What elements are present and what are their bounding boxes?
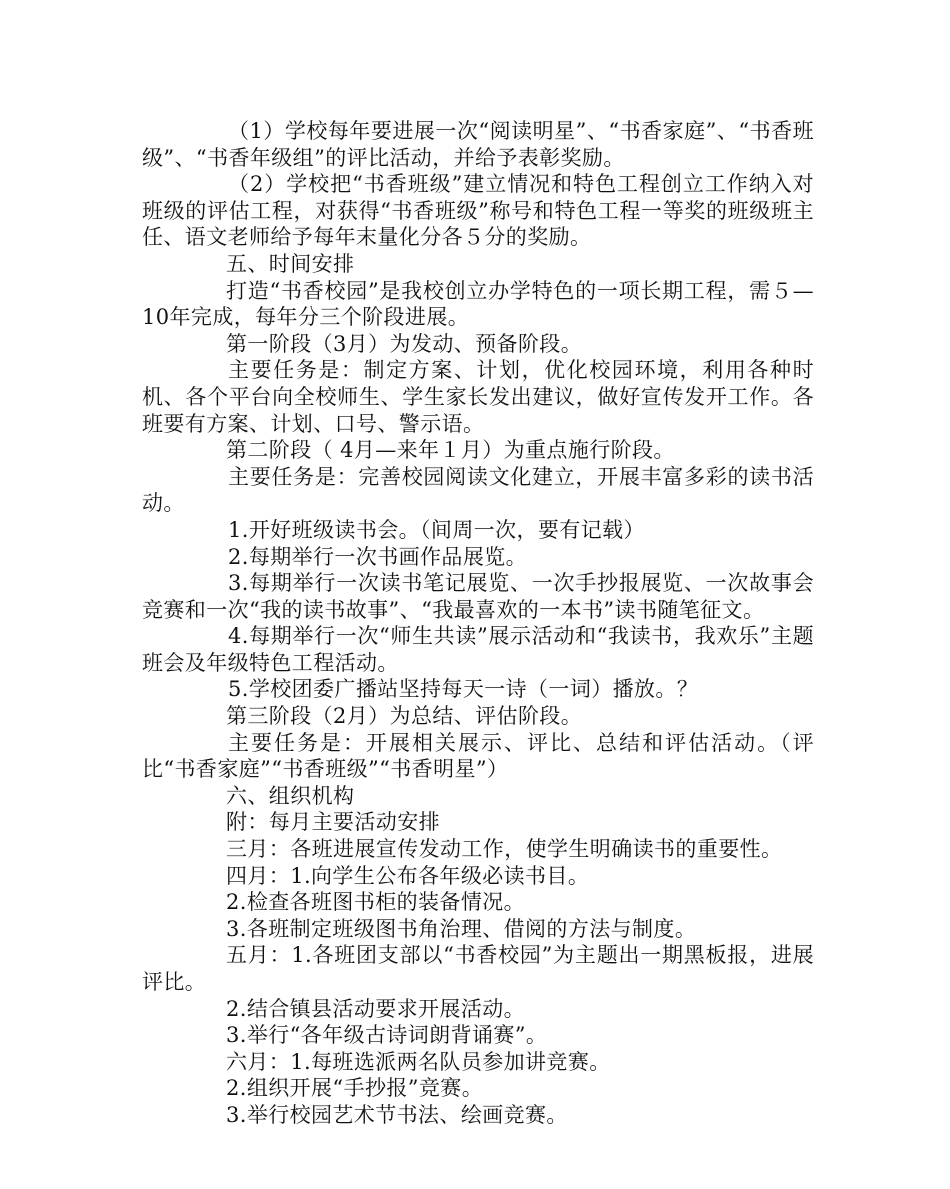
- paragraph-stage-2-tasks: 主要任务是：完善校园阅读文化建立，开展丰富多彩的读书活动。: [142, 464, 814, 516]
- paragraph-june-2: 2.组织开展“手抄报”竞赛。: [226, 1076, 484, 1101]
- list-item-5: 5.学校团委广播站坚持每天一诗（一词）播放。？: [228, 677, 699, 702]
- list-item-1: 1.开好班级读书会。（间周一次，要有记载）: [228, 517, 645, 542]
- paragraph-may-3: 3.举行“各年级古诗词朗背诵赛”。: [226, 1023, 548, 1048]
- paragraph-evaluation-2: （2）学校把“书香班级”建立情况和特色工程创立工作纳入对班级的评估工程，对获得“书香班级”称号和特色工程一等奖的班级班主任、语文老师给予每年末量化分各５分的奖励。: [142, 172, 814, 250]
- paragraph-april-2: 2.检查各班图书柜的装备情况。: [226, 890, 526, 915]
- paragraph-june-3: 3.举行校园艺术节书法、绘画竞赛。: [226, 1102, 568, 1127]
- section-heading-organization: 六、组织机构: [226, 783, 355, 808]
- paragraph-stage-1: 第一阶段（3月）为发动、预备阶段。: [226, 331, 583, 356]
- paragraph-stage-3: 第三阶段（2月）为总结、评估阶段。: [226, 704, 583, 729]
- paragraph-appendix-title: 附：每月主要活动安排: [226, 810, 440, 835]
- paragraph-april-3: 3.各班制定班级图书角治理、借阅的方法与制度。: [226, 916, 697, 941]
- paragraph-march: 三月：各班进展宣传发动工作，使学生明确读书的重要性。: [226, 837, 783, 862]
- paragraph-april-1: 四月：1.向学生公布各年级必读书目。: [226, 863, 590, 888]
- paragraph-stage-1-tasks: 主要任务是：制定方案、计划，优化校园环境，利用各种时机、各个平台向全校师生、学生家长发出建议，做好宣传发开工作。各班要有方案、计划、口号、警示语。: [142, 358, 814, 436]
- paragraph-schedule-intro: 打造“书香校园”是我校创立办学特色的一项长期工程，需５—10年完成，每年分三个阶段进展。: [142, 278, 814, 330]
- paragraph-stage-3-tasks: 主要任务是：开展相关展示、评比、总结和评估活动。（评比“书香家庭”“书香班级”“书香明星”）: [142, 730, 814, 782]
- paragraph-evaluation-1: （1）学校每年要进展一次“阅读明星”、“书香家庭”、“书香班级”、“书香年级组”的评比活动，并给予表彰奖励。: [142, 119, 814, 170]
- paragraph-june-1: 六月：1.每班选派两名队员参加讲竞赛。: [226, 1049, 611, 1074]
- document-body: [142, 118, 814, 1129]
- paragraph-may-2: 2.结合镇县活动要求开展活动。: [226, 996, 526, 1021]
- list-item-2: 2.每期举行一次书画作品展览。: [228, 544, 528, 569]
- paragraph-stage-2: 第二阶段（ 4月—来年１月）为重点施行阶段。: [226, 438, 675, 463]
- paragraph-may-1: 五月：1.各班团支部以“书香校园”为主题出一期黑板报，进展评比。: [142, 943, 814, 994]
- section-heading-schedule: 五、时间安排: [226, 251, 355, 276]
- list-item-3: 3.每期举行一次读书笔记展览、一次手抄报展览、一次故事会竞赛和一次“我的读书故事”、“我最喜欢的一本书”读书随笔征文。: [142, 571, 814, 622]
- list-item-4: 4.每期举行一次“师生共读”展示活动和“我读书，我欢乐”主题班会及年级特色工程活动。: [142, 624, 814, 675]
